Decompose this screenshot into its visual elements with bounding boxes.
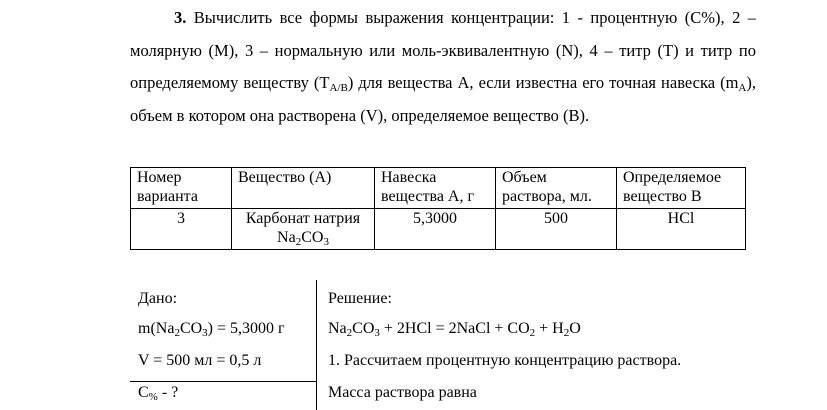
problem-text-1: Вычислить все формы выражения концентрации: 1 - процентную (С%), 2 – молярную (М), 3 – нормальную или моль-эквивалентную (N), 4 – титр (Т) и титр по определяемому веществу (Т — [130, 8, 756, 92]
header-mass: Навеска вещества А, г — [375, 168, 496, 209]
header-substance: Вещество (А) — [232, 168, 375, 209]
cell-analyte: HCl — [617, 209, 746, 250]
solution-step-2: Масса раствора равна — [328, 384, 477, 401]
problem-number: 3. — [174, 8, 187, 27]
eq-part-c: + 2HCl = 2NaCl + CO — [379, 320, 530, 337]
eq-part-a: Na — [328, 320, 347, 337]
given-mass-a: m(Na — [138, 320, 175, 337]
given-divider — [130, 381, 316, 382]
given-mass — [138, 320, 285, 338]
eq-sub-3: 2 — [529, 327, 536, 339]
variant-table — [130, 167, 746, 250]
cell-substance-text-b: CO — [301, 229, 324, 246]
table-row — [131, 209, 746, 250]
eq-part-d: + H — [535, 320, 564, 337]
cell-substance-sub-2: 3 — [323, 236, 329, 248]
cell-substance-sub-1: 2 — [295, 236, 302, 248]
eq-part-b: CO — [352, 320, 375, 337]
solution-title: Решение: — [328, 290, 392, 307]
eq-sub-2: 3 — [374, 327, 380, 339]
reaction-equation — [328, 320, 581, 338]
given-mass-c: ) = 5,3000 г — [207, 320, 285, 337]
given-find — [138, 384, 178, 402]
given-mass-sub-1: 2 — [174, 327, 180, 339]
given-block — [130, 280, 317, 410]
cell-mass: 5,3000 — [375, 209, 496, 250]
given-find-a: С — [138, 384, 149, 401]
problem-text-3: ), объем в котором она растворена (V), определяемое вещество (В). — [130, 73, 756, 125]
given-mass-b: CO — [179, 320, 203, 337]
given-title: Дано: — [138, 290, 178, 307]
problem-sub-1: A/B — [329, 82, 348, 94]
table-header-row — [131, 168, 746, 209]
cell-substance-text-a: Карбонат натрия Na — [245, 210, 361, 246]
cell-volume: 500 — [496, 209, 617, 250]
eq-sub-1: 2 — [346, 327, 353, 339]
eq-sub-4: 2 — [563, 327, 570, 339]
given-mass-sub-2: 3 — [202, 327, 208, 339]
cell-substance — [232, 209, 375, 250]
header-analyte: Определяемое вещество В — [617, 168, 746, 209]
cell-variant: 3 — [131, 209, 232, 250]
given-find-b: - ? — [157, 384, 179, 401]
header-variant: Номер варианта — [131, 168, 232, 209]
solution-step-1: 1. Рассчитаем процентную концентрацию раствора. — [328, 352, 682, 369]
given-volume: V = 500 мл = 0,5 л — [138, 352, 262, 369]
given-find-sub: % — [148, 391, 158, 403]
header-volume: Объем раствора, мл. — [496, 168, 617, 209]
problem-text-2: ) для вещества А, если известна его точная навеска (m — [347, 73, 739, 92]
eq-part-e: O — [569, 320, 581, 337]
problem-statement — [130, 2, 756, 132]
problem-sub-2: A — [738, 82, 747, 94]
